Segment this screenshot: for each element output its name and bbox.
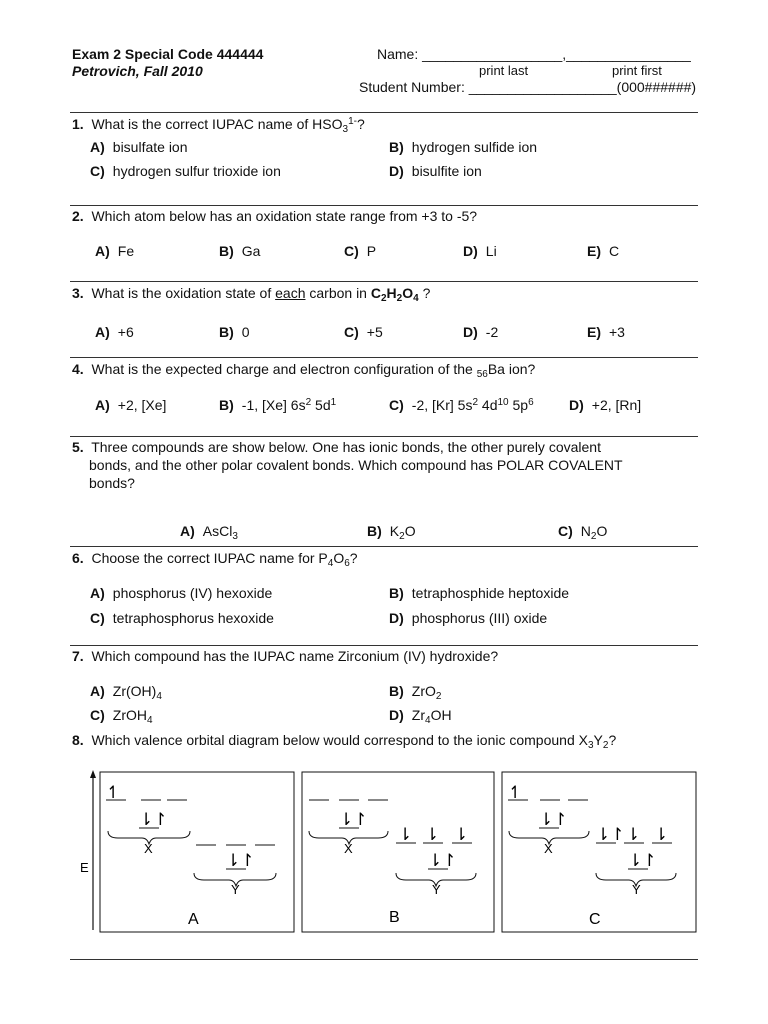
q6-option-c[interactable]: C) tetraphosphorus hexoxide (90, 610, 274, 626)
q4-option-b[interactable]: B) -1, [Xe] $6s^2$ $5d^1$ (219, 397, 337, 413)
q1-option-d[interactable]: D) bisulfite ion (389, 163, 482, 179)
q7-option-a[interactable]: A) $Zr(OH)_4$ (90, 683, 162, 702)
q4-option-c[interactable]: C) -2, [Kr] $5s^2$ $4d^{10}$ $5p^6$ (389, 397, 534, 413)
q5-option-c[interactable]: C) $N_2O$ (558, 523, 608, 542)
q4-option-a[interactable]: A) +2, [Xe] (95, 397, 167, 413)
student-number-field[interactable]: Student Number: ___________________(000######) (359, 79, 697, 95)
q2-option-e[interactable]: E) C (587, 243, 620, 259)
electron-down-icon: ⇂ (425, 825, 440, 844)
energy-axis-arrowhead (90, 770, 96, 778)
name-field[interactable]: Name: __________________,________________ (377, 46, 691, 62)
question-2: 2. Which atom below has an oxidation state range from +3 to -5? (72, 208, 478, 224)
diagram-option-b[interactable] (302, 772, 494, 932)
question-5-line-3: bonds? (89, 475, 135, 491)
q3-option-c[interactable]: C) +5 (344, 324, 383, 340)
electron-down-icon: ⇂ (654, 825, 669, 844)
print-first-label: print first (612, 63, 662, 78)
q2-option-d[interactable]: D) Li (463, 243, 497, 259)
electron-pair-icon: ⇂↾ (139, 810, 168, 829)
q3-option-a[interactable]: A) +6 (95, 324, 134, 340)
q1-option-b[interactable]: B) hydrogen sulfide ion (389, 139, 538, 155)
question-7: 7. Which compound has the IUPAC name Zirconium (IV) hydroxide? (72, 648, 499, 664)
question-number: 1. (72, 116, 84, 132)
q3-option-d[interactable]: D) -2 (463, 324, 499, 340)
diagram-b-label: B (389, 909, 400, 926)
q3-option-b[interactable]: B) 0 (219, 324, 250, 340)
electron-down-icon: ⇂ (398, 825, 413, 844)
diagram-a-frame (100, 772, 294, 932)
q2-option-b[interactable]: B) Ga (219, 243, 261, 259)
atom-x-label: X (544, 841, 553, 856)
q5-option-b[interactable]: B) $K_2O$ (367, 523, 416, 542)
q7-option-d[interactable]: D) $Zr_4OH$ (389, 707, 452, 726)
diagram-option-c[interactable] (502, 772, 696, 932)
q6-option-d[interactable]: D) phosphorus (III) oxide (389, 610, 548, 626)
q2-option-c[interactable]: C) P (344, 243, 377, 259)
atom-x-label: X (144, 841, 153, 856)
question-8: 8. Which valence orbital diagram below would correspond to the ionic compound $X_3Y_2$? (72, 732, 617, 751)
exam-subtitle: Petrovich, Fall 2010 (72, 63, 203, 79)
diagram-a-label: A (188, 911, 199, 928)
electron-pair-icon: ⇂↾ (539, 810, 568, 829)
energy-axis-label: E (80, 860, 89, 875)
q5-option-a[interactable]: A) AsCl$_3$ (180, 523, 238, 542)
electron-up-icon: ↿ (508, 783, 523, 802)
electron-pair-icon: ⇂↾ (428, 851, 457, 870)
electron-pair-icon: ⇂↾ (339, 810, 368, 829)
question-6: 6. Choose the correct IUPAC name for $P_4O_6$? (72, 550, 358, 569)
print-last-label: print last (479, 63, 529, 78)
electron-pair-icon: ⇂↾ (628, 851, 657, 870)
q7-option-b[interactable]: B) ZrO$_2$ (389, 683, 442, 702)
question-1: 1. What is the correct IUPAC name of $HSO_3^{1-}$? (72, 116, 365, 135)
question-5: 5. Three compounds are show below. One has ionic bonds, the other purely covalent (72, 439, 601, 455)
diagram-option-a[interactable] (100, 772, 294, 932)
question-5-line-2: bonds, and the other polar covalent bonds. Which compound has POLAR COVALENT (89, 457, 623, 473)
diagram-b-frame (302, 772, 494, 932)
q1-option-a[interactable]: A) bisulfate ion (90, 139, 188, 155)
diagram-c-label: C (589, 911, 601, 928)
electron-up-icon: ↿ (106, 783, 121, 802)
q4-option-d[interactable]: D) +2, [Rn] (569, 397, 642, 413)
q6-option-a[interactable]: A) phosphorus (IV) hexoxide (90, 585, 273, 601)
atom-x-label: X (344, 841, 353, 856)
electron-down-icon: ⇂ (454, 825, 469, 844)
diagram-c-frame (502, 772, 696, 932)
q6-option-b[interactable]: B) tetraphosphide heptoxide (389, 585, 570, 601)
electron-pair-icon: ⇂↾ (596, 825, 625, 844)
divider (70, 959, 698, 960)
q7-option-c[interactable]: C) ZrOH$_4$ (90, 707, 153, 726)
atom-y-label: Y (231, 882, 240, 897)
atom-y-label: Y (432, 882, 441, 897)
electron-pair-icon: ⇂↾ (226, 851, 255, 870)
atom-y-label: Y (632, 882, 641, 897)
question-3: 3. What is the oxidation state of each carbon in $C_2H_2O_4$ ? (72, 285, 431, 304)
electron-down-icon: ⇂ (626, 825, 641, 844)
q2-option-a[interactable]: A) Fe (95, 243, 135, 259)
q3-option-e[interactable]: E) +3 (587, 324, 625, 340)
exam-title: Exam 2 Special Code 444444 (72, 46, 264, 62)
question-4: 4. What is the expected charge and electron configuration of the $_{56}$Ba ion? (72, 361, 536, 380)
q1-option-c[interactable]: C) hydrogen sulfur trioxide ion (90, 163, 281, 179)
